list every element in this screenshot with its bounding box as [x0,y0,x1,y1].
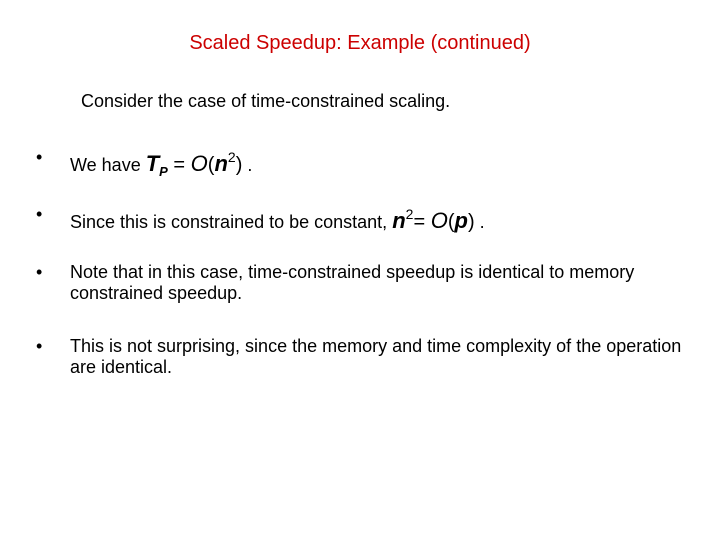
bullet-item-note [36,262,686,304]
bullet-item-explanation [36,336,686,378]
bullet-marker: • [36,336,43,356]
math-paren-open: ( [207,154,215,176]
math-t: T [145,151,160,176]
math-paren-close: ) [467,211,475,233]
math-big-o: O [190,151,208,176]
math-superscript-2: 2 [227,149,236,165]
bullet-tail-text: . [474,212,485,232]
math-p: p [454,208,468,233]
math-n: n [214,151,228,176]
bullet-lead-text: Since this is constrained to be constant, [70,212,393,232]
bullet-text [70,147,686,182]
bullet-item-tp [36,147,686,182]
bullet-tail-text: . [242,155,253,175]
bullet-text: This is not surprising, since the memory and time complexity of the operation are identical. [70,336,682,377]
math-n: n [392,208,406,233]
math-big-o: O [430,208,448,233]
bullet-marker: • [36,147,43,167]
bullet-marker: • [36,262,43,282]
intro-text: Consider the case of time-constrained scaling. [81,91,451,111]
bullet-text [70,204,686,233]
math-superscript-2: 2 [405,206,414,222]
math-equals: = [167,154,191,176]
bullet-text: Note that in this case, time-constrained speedup is identical to memory constrained speedup. [70,262,635,303]
bullet-item-constraint [36,204,686,233]
math-subscript-p: P [159,164,168,179]
math-equals: = [413,211,431,233]
math-paren-open: ( [447,211,455,233]
bullet-marker: • [36,204,43,224]
math-paren-close: ) [235,154,243,176]
slide-title: Scaled Speedup: Example (continued) [189,32,531,54]
bullet-lead-text: We have [70,155,146,175]
